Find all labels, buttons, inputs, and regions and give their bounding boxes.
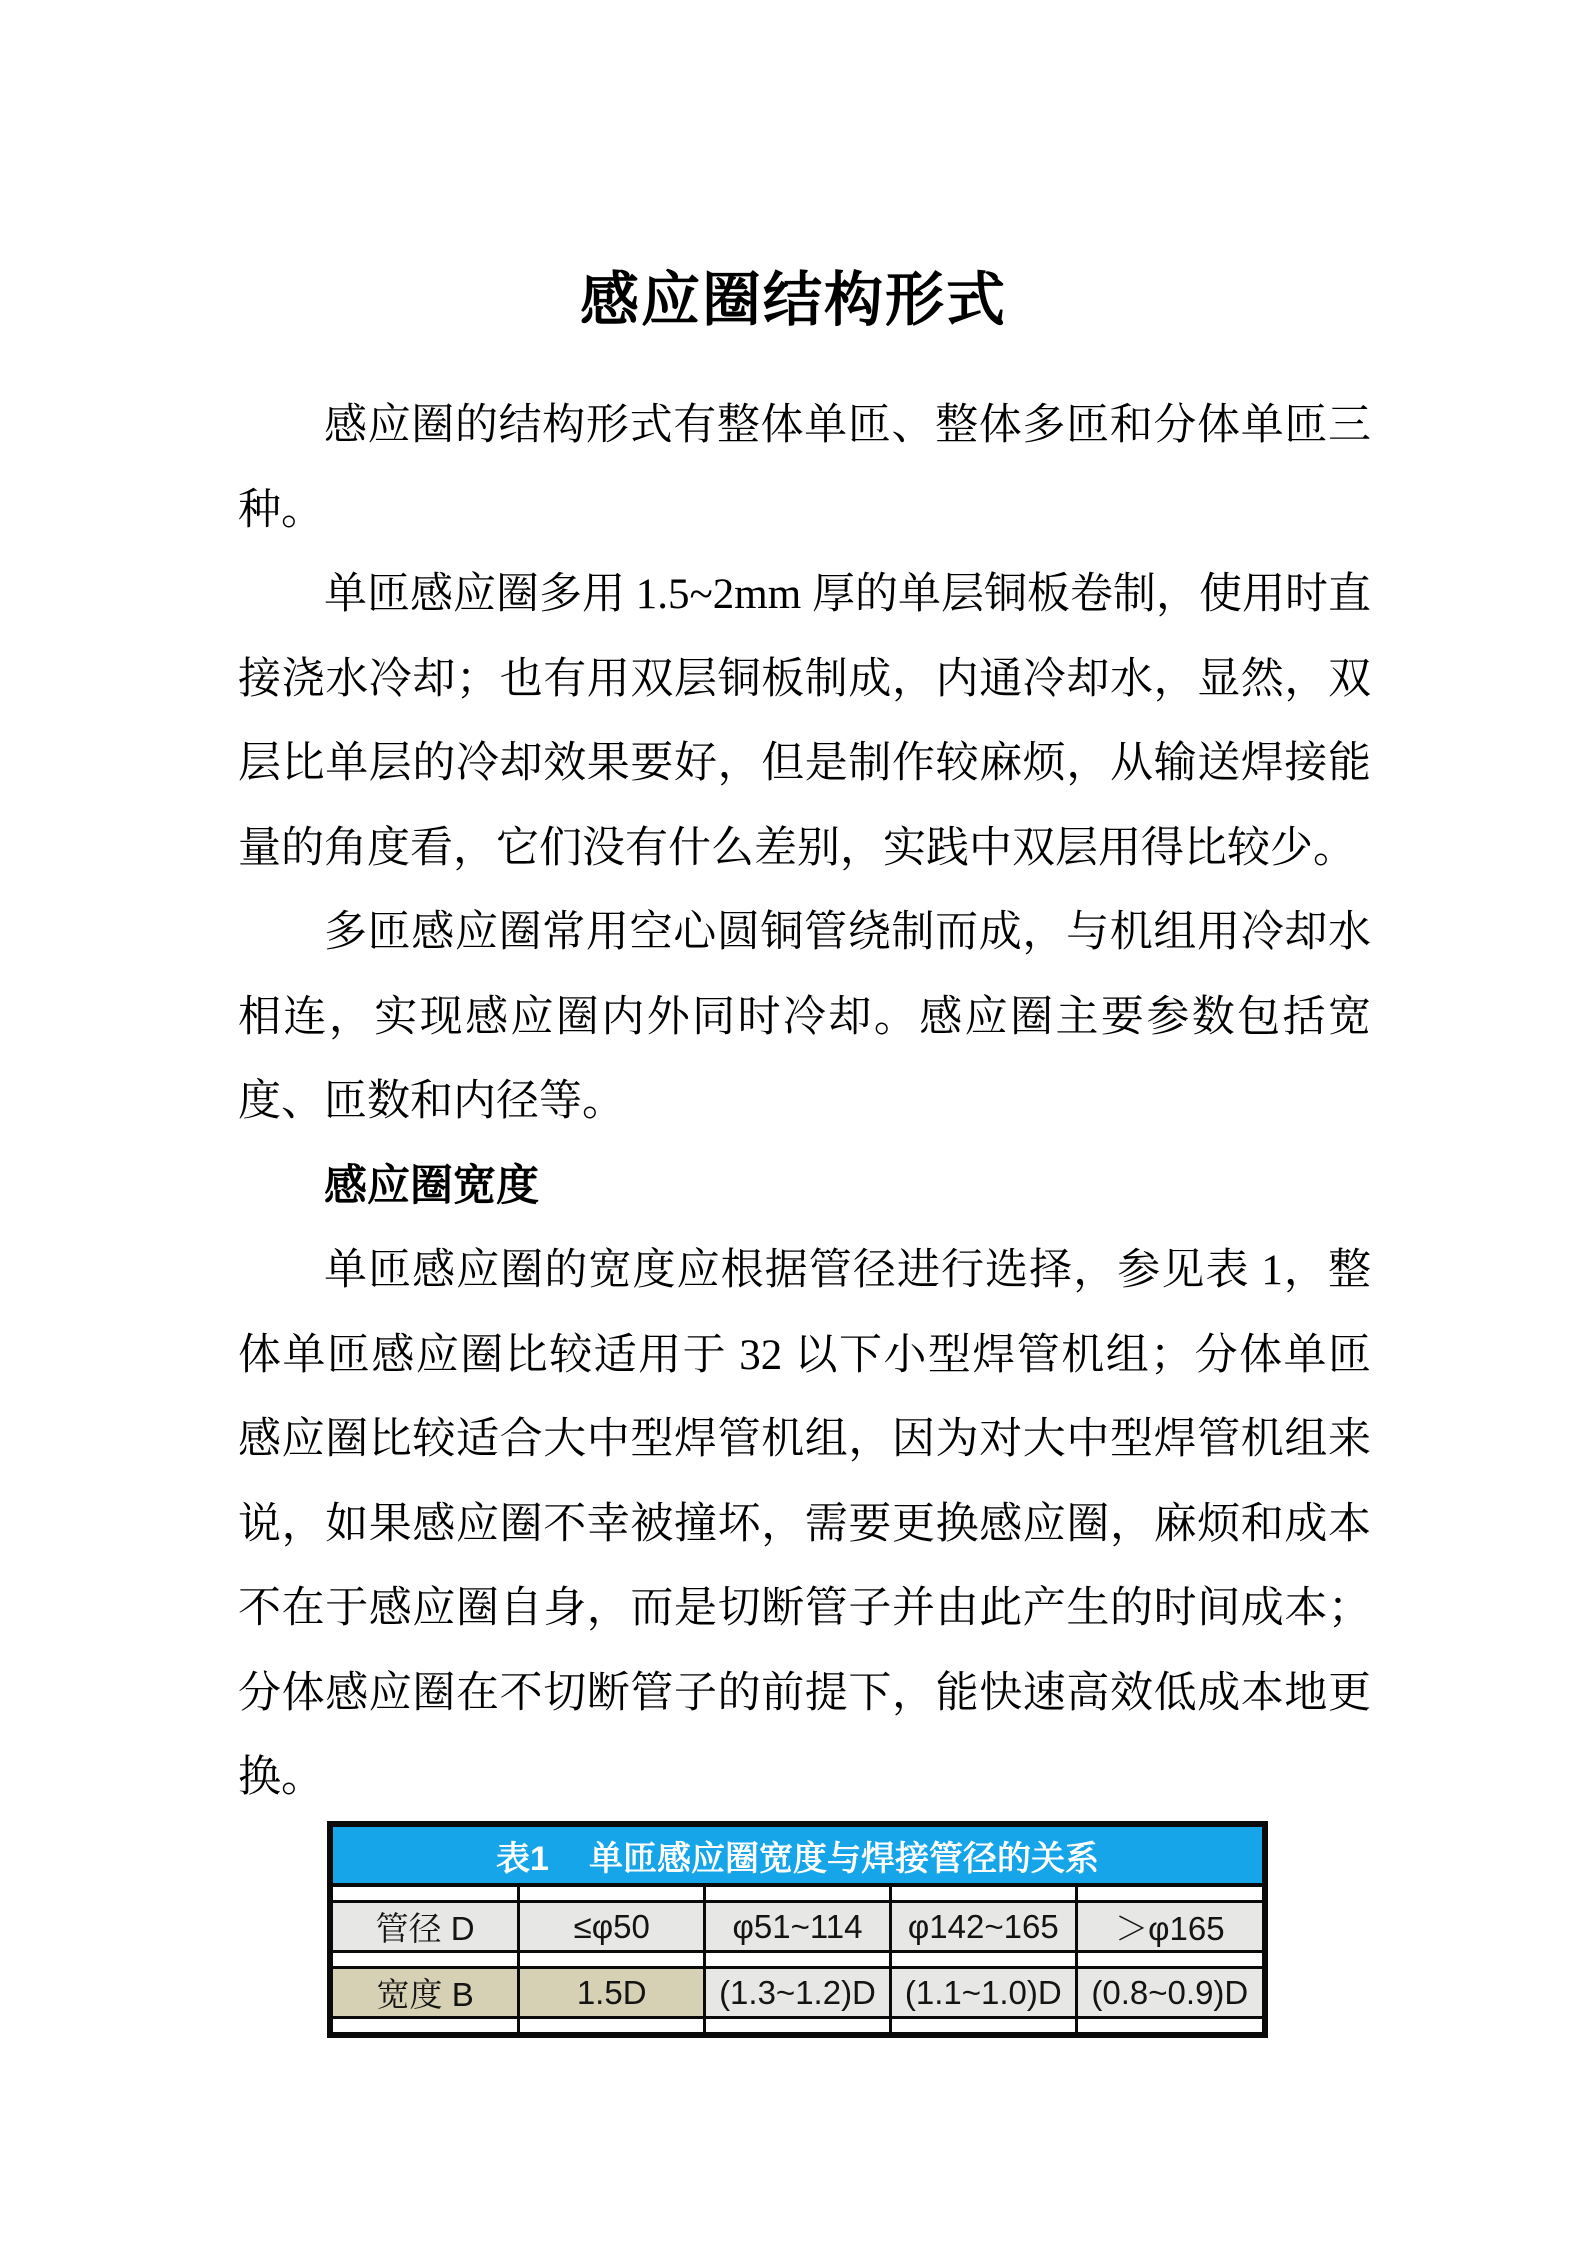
table-spacer-row [333,2018,1262,2033]
table-cell: φ51~114 [705,1902,891,1952]
table-cell: (0.8~0.9)D [1076,1968,1262,2018]
table-caption-label: 表1 [496,1839,549,1878]
table-cell: (1.3~1.2)D [705,1968,891,2018]
table-cell: (1.1~1.0)D [890,1968,1076,2018]
table-row [333,1968,1262,2018]
table-cell: 管径 D [333,1902,519,1952]
paragraph: 多匝感应圈常用空心圆铜管绕制而成，与机组用冷却水相连，实现感应圈内外同时冷却。感应圈主要参数包括宽度、匝数和内径等。 [238,909,1371,1125]
section-heading: 感应圈宽度 [324,1162,539,1210]
table-cell: φ142~165 [890,1902,1076,1952]
table-spacer-row [333,1952,1262,1968]
table-caption [333,1827,1262,1887]
page-title: 感应圈结构形式 [579,267,1007,333]
table-1 [327,1821,1268,2038]
body-text [238,384,1371,1821]
paragraph: 感应圈的结构形式有整体单匝、整体多匝和分体单匝三种。 [238,402,1371,534]
table-grid [333,1887,1262,2032]
paragraph: 单匝感应圈的宽度应根据管径进行选择，参见表 1，整体单匝感应圈比较适用于 32 以下小型焊管机组；分体单匝感应圈比较适合大中型焊管机组，因为对大中型焊管机组来说，如果感应圈不幸被撞坏，需要更换感应圈，麻烦和成本不在于感应圈自身，而是切断管子并由此产生的时间成本；分体感应圈在不切断管子的前提下，能快速高效低成本地更换。 [238,1247,1371,1801]
table-spacer-row [333,1887,1262,1902]
table-cell: ＞φ165 [1076,1902,1262,1952]
table-cell: 1.5D [519,1968,705,2018]
table-cell: ≤φ50 [519,1902,705,1952]
table-caption-title: 单匝感应圈宽度与焊接管径的关系 [588,1839,1099,1878]
paragraph: 单匝感应圈多用 1.5~2mm 厚的单层铜板卷制，使用时直接浇水冷却；也有用双层铜板制成，内通冷却水，显然，双层比单层的冷却效果要好，但是制作较麻烦，从输送焊接能量的角度看，它们没有什么差别，实践中双层用得比较少。 [238,571,1371,872]
table-row [333,1902,1262,1952]
table-cell: 宽度 B [333,1968,519,2018]
